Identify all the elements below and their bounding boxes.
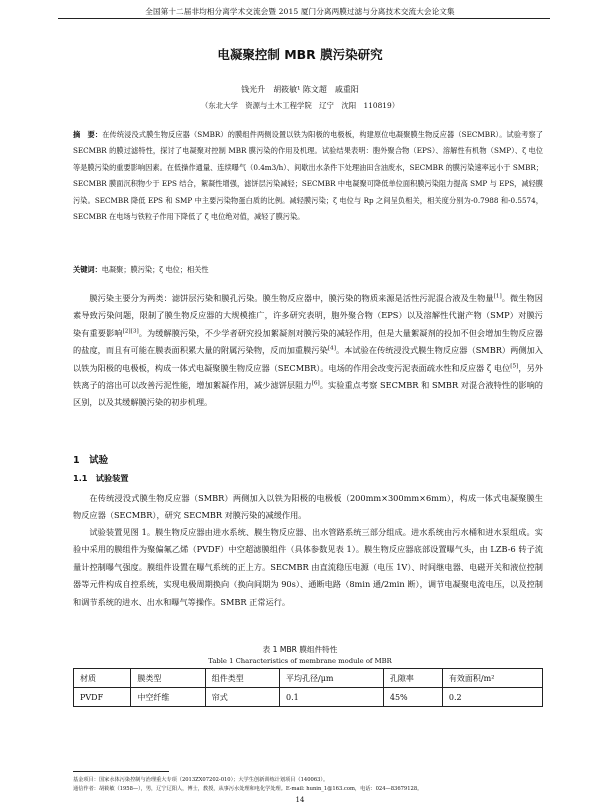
table-header-cell: 平均孔径/μm (280, 669, 384, 688)
citation-4: [4] (327, 345, 336, 352)
footnote-rule (73, 771, 169, 772)
table-header-cell: 膜类型 (131, 669, 205, 688)
intro-text-d: 。本试验在传统浸没式膜生物反应器（SMBR）两侧加入以铁为阳极的电极板，构成一体式电凝聚膜生物反应器（SECMBR）。电场的作用会改变污泥表面疏水性和反应器 ζ 电位 (73, 345, 543, 373)
subsection-heading: 1.1 试验装置 (73, 473, 129, 483)
intro-text-e: ，另外铁离子的溶出可以改善污泥性能，增加絮凝作用，减少滤饼层阻力 (73, 362, 543, 391)
abstract-text: 在传统浸没式膜生物反应器（SMBR）的膜组件两侧设置以铁为阳极的电极板，构建原位电凝聚膜生物反应器（SECMBR）。试验考察了 SECMBR 的膜过滤特性，探讨了电凝聚对控制 MBR 膜污染的作用及机理。试验结果表明：胞外聚合物（EPS）、溶解性有机物（SMP）、ζ 电位等是膜污染的重要影响因素。在低操作通量、连续曝气（0.4m3/h）、间歇出水条件下处理油田含油废水，SECMBR 的膜污染速率远小于 SMBR；SECMBR 膜面沉积物少于 EPS 结合，絮凝性增强，滤饼层污染减轻；SECMBR 中电凝聚可降低单位面积膜污染阻力提高 SMP 与 EPS，减轻膜污染。SECMBR 降低 EPS 和 SMP 中主要污染物蛋白质的比例。减轻膜污染；ζ 电位与 Rp 之间呈负相关，相关度分别为-0.7988 和-0.5574，SECMBR 在电场与铁粒子作用下降低了 ζ 电位绝对值，减轻了膜污染。 (73, 130, 543, 222)
setup-paragraph-1: 在传统浸没式膜生物反应器（SMBR）两侧加入以铁为阳极的电极板（200mm×300mm×6mm），构成一体式电凝聚膜生物反应器（SECMBR），研究 SECMBR 对膜污染的减缓作用。 (73, 493, 543, 521)
table-header-row (74, 669, 543, 688)
table-caption-en: Table 1 Characteristics of membrane module of MBR (208, 657, 392, 665)
abstract-label: 摘 要： (73, 130, 103, 139)
table-cell: 0.1 (280, 688, 384, 707)
abstract (73, 127, 543, 225)
running-header: 全国第十二届非均相分离学术交流会暨 2015 厦门分离两膜过滤与分离技术交流大会论文集 (145, 7, 455, 16)
table-header-cell: 有效面积/m² (442, 669, 542, 688)
footnote-funding: 基金项目：国家水体污染控制与治理重大专项（2013ZX07202-010）；大学生创新训练计划项目（140063）。 (73, 777, 329, 783)
intro-text-c: 。为缓解膜污染，不少学者研究投加絮凝剂对膜污染的减轻作用，但是大量絮凝剂的投加不但会增加生物反应器的盐度，而且有可能在膜表面积累大量的附属污染物，反而加重膜污染 (73, 327, 543, 356)
section-heading: 1 试验 (73, 455, 109, 466)
table-header-cell: 组件类型 (205, 669, 279, 688)
table-caption-cn: 表 1 MBR 膜组件特性 (262, 645, 338, 654)
footnote-corresponding-author: 通信作者：胡筱敏（1958—），男，辽宁辽阳人，博士，教授，从事污水处理和电化学处理。E-mail: hunin_1@163.com，电话：024—83679128。 (73, 786, 423, 792)
affiliation: （东北大学 资源与土木工程学院 辽宁 沈阳 110819） (200, 101, 400, 110)
paper-title: 电凝聚控制 MBR 膜污染研究 (217, 47, 383, 62)
table-cell: 中空纤维 (131, 688, 205, 707)
table-cell: 帘式 (205, 688, 279, 707)
keywords (73, 265, 543, 275)
intro-text-f: 。实验重点考察 SECMBR 和 SMBR 对混合液特性的影响的区别，以及其缓解膜污染的初步机理。 (73, 380, 543, 408)
intro-text-a: 膜污染主要分为两类：滤饼层污染和膜孔污染。膜生物反应器中，膜污染的物质来源是活性污泥混合液及生物量 (89, 293, 494, 303)
keywords-label: 关键词： (73, 265, 102, 274)
citation-5: [5] (510, 362, 519, 369)
citation-1: [1] (493, 293, 502, 300)
membrane-table (73, 668, 543, 707)
intro-text-b: 。微生物因素导致污染问题，限制了膜生物反应器的大规模推广，许多研究表明，胞外聚合物（EPS）以及溶解性代谢产物（SMP）对膜污染有重要影响 (73, 293, 543, 338)
page-number: 14 (295, 796, 305, 804)
table-cell: 45% (383, 688, 442, 707)
table-cell: 0.2 (442, 688, 542, 707)
table-header-cell: 材质 (74, 669, 131, 688)
table-cell: PVDF (74, 688, 131, 707)
intro-paragraph (73, 290, 543, 412)
keywords-text: 电凝聚；膜污染；ζ 电位；相关性 (101, 265, 209, 274)
setup-paragraph-2: 试验装置见图 1。膜生物反应器由进水系统、膜生物反应器、出水管路系统三部分组成。进水系统由污水桶和进水泵组成。实验中采用的膜组件为聚偏氟乙烯（PVDF）中空超滤膜组件（具体参数见表 1）。膜生物反应器底部设置曝气头，由 LZB-6 转子流量计控制曝气强度。膜组件设置在曝气系统的正上方。SECMBR 由直流稳压电源（电压 1V）、时间继电器、电磁开关和液位控制器等元件构成自控系统，实现电极周期换向（换向间期为 90s）、通断电路（8min 通/2min 断），调节电凝聚电流电压，以及控制和调节系统的进水、出水和曝气等操作。SMBR 正常运行。 (73, 527, 543, 607)
table-header-cell: 孔隙率 (383, 669, 442, 688)
citation-6: [6] (311, 380, 320, 387)
table-row (74, 688, 543, 707)
header-rule (58, 18, 550, 19)
citation-2-3: [2][3] (122, 328, 139, 335)
authors: 钱光升 胡筱敏¹ 陈文超 戚重阳 (241, 85, 359, 94)
